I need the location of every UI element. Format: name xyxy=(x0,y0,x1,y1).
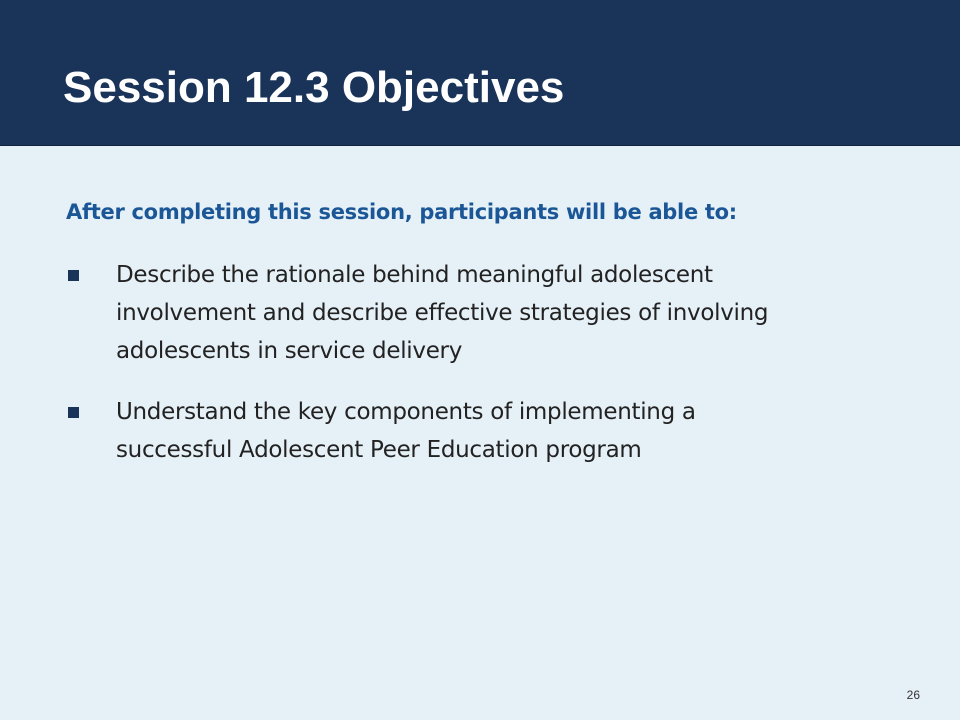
objective-line: Understand the key components of implementing a xyxy=(116,399,696,425)
square-bullet-icon xyxy=(68,270,79,281)
objective-line: successful Adolescent Peer Education program xyxy=(116,437,642,463)
objective-line: adolescents in service delivery xyxy=(116,338,463,364)
objective-text xyxy=(116,393,926,469)
objectives-list xyxy=(66,256,926,492)
objective-text xyxy=(116,256,926,370)
square-bullet-icon xyxy=(68,407,79,418)
slide-title: Session 12.3 Objectives xyxy=(63,63,565,112)
title-bar xyxy=(0,0,960,146)
objective-item xyxy=(66,256,926,370)
page-number: 26 xyxy=(906,688,920,702)
objective-line: Describe the rationale behind meaningful adolescent xyxy=(116,262,713,288)
objective-line: involvement and describe effective strategies of involving xyxy=(116,300,769,326)
objectives-intro: After completing this session, participants will be able to: xyxy=(66,200,737,224)
objective-item xyxy=(66,393,926,469)
